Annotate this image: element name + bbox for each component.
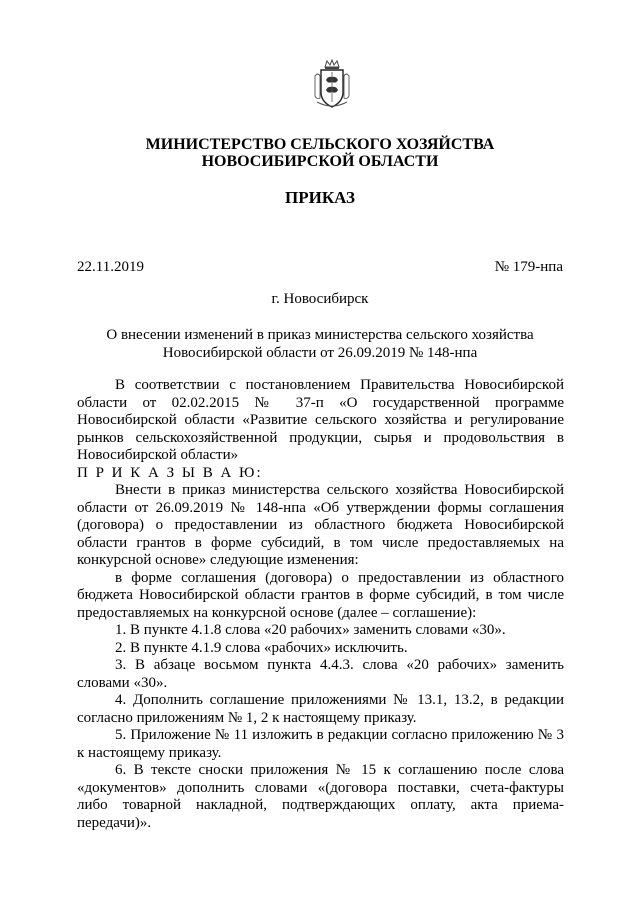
document-city: г. Новосибирск bbox=[271, 291, 369, 307]
document-number: № 179-нпа bbox=[494, 259, 563, 275]
document-type-title: ПРИКАЗ bbox=[285, 188, 355, 207]
main-paragraph: Внести в приказ министерства сельского хозяйства Новосибирской области от 26.09.2019 № 148-нпа «Об утверждении формы соглашения (договора) о предоставлении из областного бюджета Новосибирской области грантов в форме субсидий, в том числе предоставляемых на конкурсной основе» следующие изменения: bbox=[77, 482, 564, 568]
list-item: 5. Приложение № 11 изложить в редакции согласно приложению № 3 к настоящему приказу. bbox=[77, 727, 564, 761]
coat-of-arms-icon bbox=[313, 58, 351, 110]
subject-line: О внесении изменений в приказ министерства сельского хозяйства bbox=[106, 327, 534, 343]
document-date: 22.11.2019 bbox=[77, 259, 144, 275]
list-item: 1. В пункте 4.1.8 слова «20 рабочих» заменить словами «30». bbox=[115, 622, 506, 638]
list-item: 4. Дополнить соглашение приложениями № 13.1, 13.2, в редакции согласно приложениям № 1, 2 к настоящему приказу. bbox=[77, 692, 564, 726]
ministry-name-line2: НОВОСИБИРСКОЙ ОБЛАСТИ bbox=[201, 153, 439, 170]
ministry-name-line1: МИНИСТЕРСТВО СЕЛЬСКОГО ХОЗЯЙСТВА bbox=[145, 136, 495, 153]
intro-paragraph: в форме соглашения (договора) о предоставлении из областного бюджета Новосибирской области грантов в форме субсидий, в том числе предоставляемых на конкурсной основе (далее – соглашение): bbox=[77, 569, 564, 621]
subject-line: Новосибирской области от 26.09.2019 № 148-нпа bbox=[162, 345, 478, 361]
document-body bbox=[77, 377, 564, 832]
list-item: 3. В абзаце восьмом пункта 4.4.3. слова «20 рабочих» заменить словами «30». bbox=[77, 657, 564, 691]
document-subject bbox=[0, 326, 640, 362]
list-item: 2. В пункте 4.1.9 слова «рабочих» исключить. bbox=[115, 639, 408, 656]
order-word: П Р И К А З Ы В А Ю: bbox=[77, 464, 263, 481]
preamble-paragraph: В соответствии с постановлением Правительства Новосибирской области от 02.02.2015 № 37-п «О государственной программе Новосибирской области «Развитие сельского хозяйства и регулирование рынков сельскохозяйственной продукции, сырья и продовольствия в Новосибирской области» bbox=[77, 377, 564, 463]
list-item: 6. В тексте сноски приложения № 15 к соглашению после слова «документов» дополнить словами «(договора поставки, счета-фактуры либо товарной накладной, подтверждающих оплату, акта приема-передачи)». bbox=[77, 762, 564, 831]
